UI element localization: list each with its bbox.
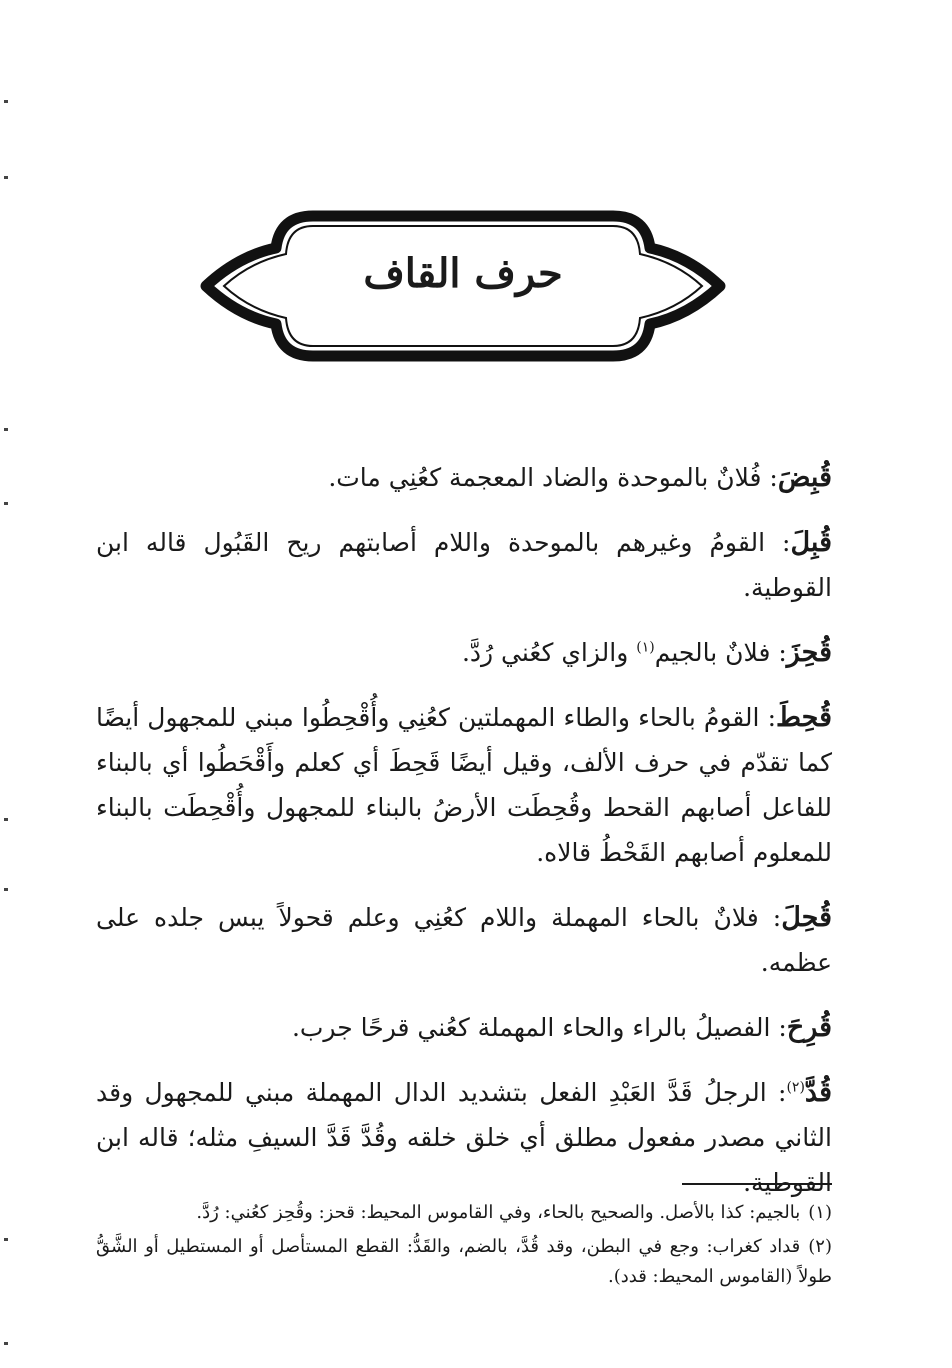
scan-mark [4, 1342, 8, 1345]
footnote-item [96, 1198, 832, 1228]
entry-definition: : فُلانٌ بالموحدة والضاد المعجمة كعُنِي مات. [328, 463, 778, 492]
footnote-reference[interactable]: (٢) [786, 1079, 805, 1096]
footnote-text: بالجيم: كذا بالأصل. والصحيح بالحاء، وفي القاموس المحيط: قحز: وقُحِز كعُني: رُدَّ. [196, 1202, 801, 1223]
entry-definition-continued: والزاي كعُني رُدَّ. [461, 638, 637, 667]
entry-headword: قُرِحَ [786, 1012, 832, 1043]
footnote-item [96, 1232, 832, 1292]
entry-qubida [96, 455, 832, 500]
entry-quhila [96, 895, 832, 985]
scan-mark [4, 176, 8, 179]
entry-headword: قُبِضَ [777, 462, 832, 493]
entry-qubila [96, 520, 832, 610]
scan-mark [4, 428, 8, 431]
entry-headword: قُدَّ [804, 1077, 832, 1108]
footnote-number: (١) [808, 1202, 832, 1223]
chapter-title: حرف القاف [363, 250, 563, 297]
scan-mark [4, 888, 8, 891]
entry-definition: : الفصيلُ بالراء والحاء المهملة كعُني قرحًا جرب. [291, 1013, 787, 1042]
title-cartouche [198, 206, 728, 366]
entry-headword: قُبِلَ [790, 527, 832, 558]
footnotes [96, 1198, 832, 1296]
entry-headword: قُحِطَ [776, 702, 832, 733]
scan-mark [4, 502, 8, 505]
entry-quhita [96, 695, 832, 875]
entry-definition: : فلانٌ بالحاء المهملة واللام كعُنِي وعلم قحولاً يبس جلده على عظمه. [96, 903, 832, 977]
entry-headword: قُحِزَ [786, 637, 832, 668]
scan-mark [4, 100, 8, 103]
footnote-text: قداد كغراب: وجع في البطن، وقد قُدَّ، بالضم، والقَدُّ: القطع المستأصل أو المستطيل أو الشَّقُّ طولاً (القاموس المحيط: قدد). [96, 1236, 832, 1287]
dictionary-entries [96, 455, 832, 1225]
entry-definition: : الرجلُ قَدَّ العَبْدِ الفعل بتشديد الدال المهملة مبني للمجهول وقد الثاني مصدر مفعول مطلق أي خلق خلقه وقُدَّ قَدَّ السيفِ مثله؛ قاله ابن القوطية. [96, 1078, 832, 1197]
footnote-number: (٢) [808, 1236, 832, 1257]
entry-quhiza [96, 630, 832, 675]
scan-mark [4, 818, 8, 821]
entry-definition: : القومُ وغيرهم بالموحدة واللام أصابتهم ريح القَبُول قاله ابن القوطية. [96, 528, 832, 602]
entry-definition: : القومُ بالحاء والطاء المهملتين كعُنِي وأُقْحِطُوا مبني للمجهول أيضًا كما تقدّم في حرف الألف، وقيل أيضًا قَحِطَ أي كعلم وأَقْحَطُوا أي بالبناء للفاعل أصابهم القحط وقُحِطَت الأرضُ بالبناء للمجهول وأُقْحِطَت بالبناء للمعلوم أصابهم القَحْطُ قالاه. [96, 703, 832, 867]
entry-headword: قُحِلَ [781, 902, 832, 933]
scan-mark [4, 1238, 8, 1241]
footnote-separator [682, 1183, 832, 1185]
entry-quriha [96, 1005, 832, 1050]
footnote-reference[interactable]: (١) [636, 639, 655, 656]
entry-definition: : فلانٌ بالجيم [654, 638, 787, 667]
